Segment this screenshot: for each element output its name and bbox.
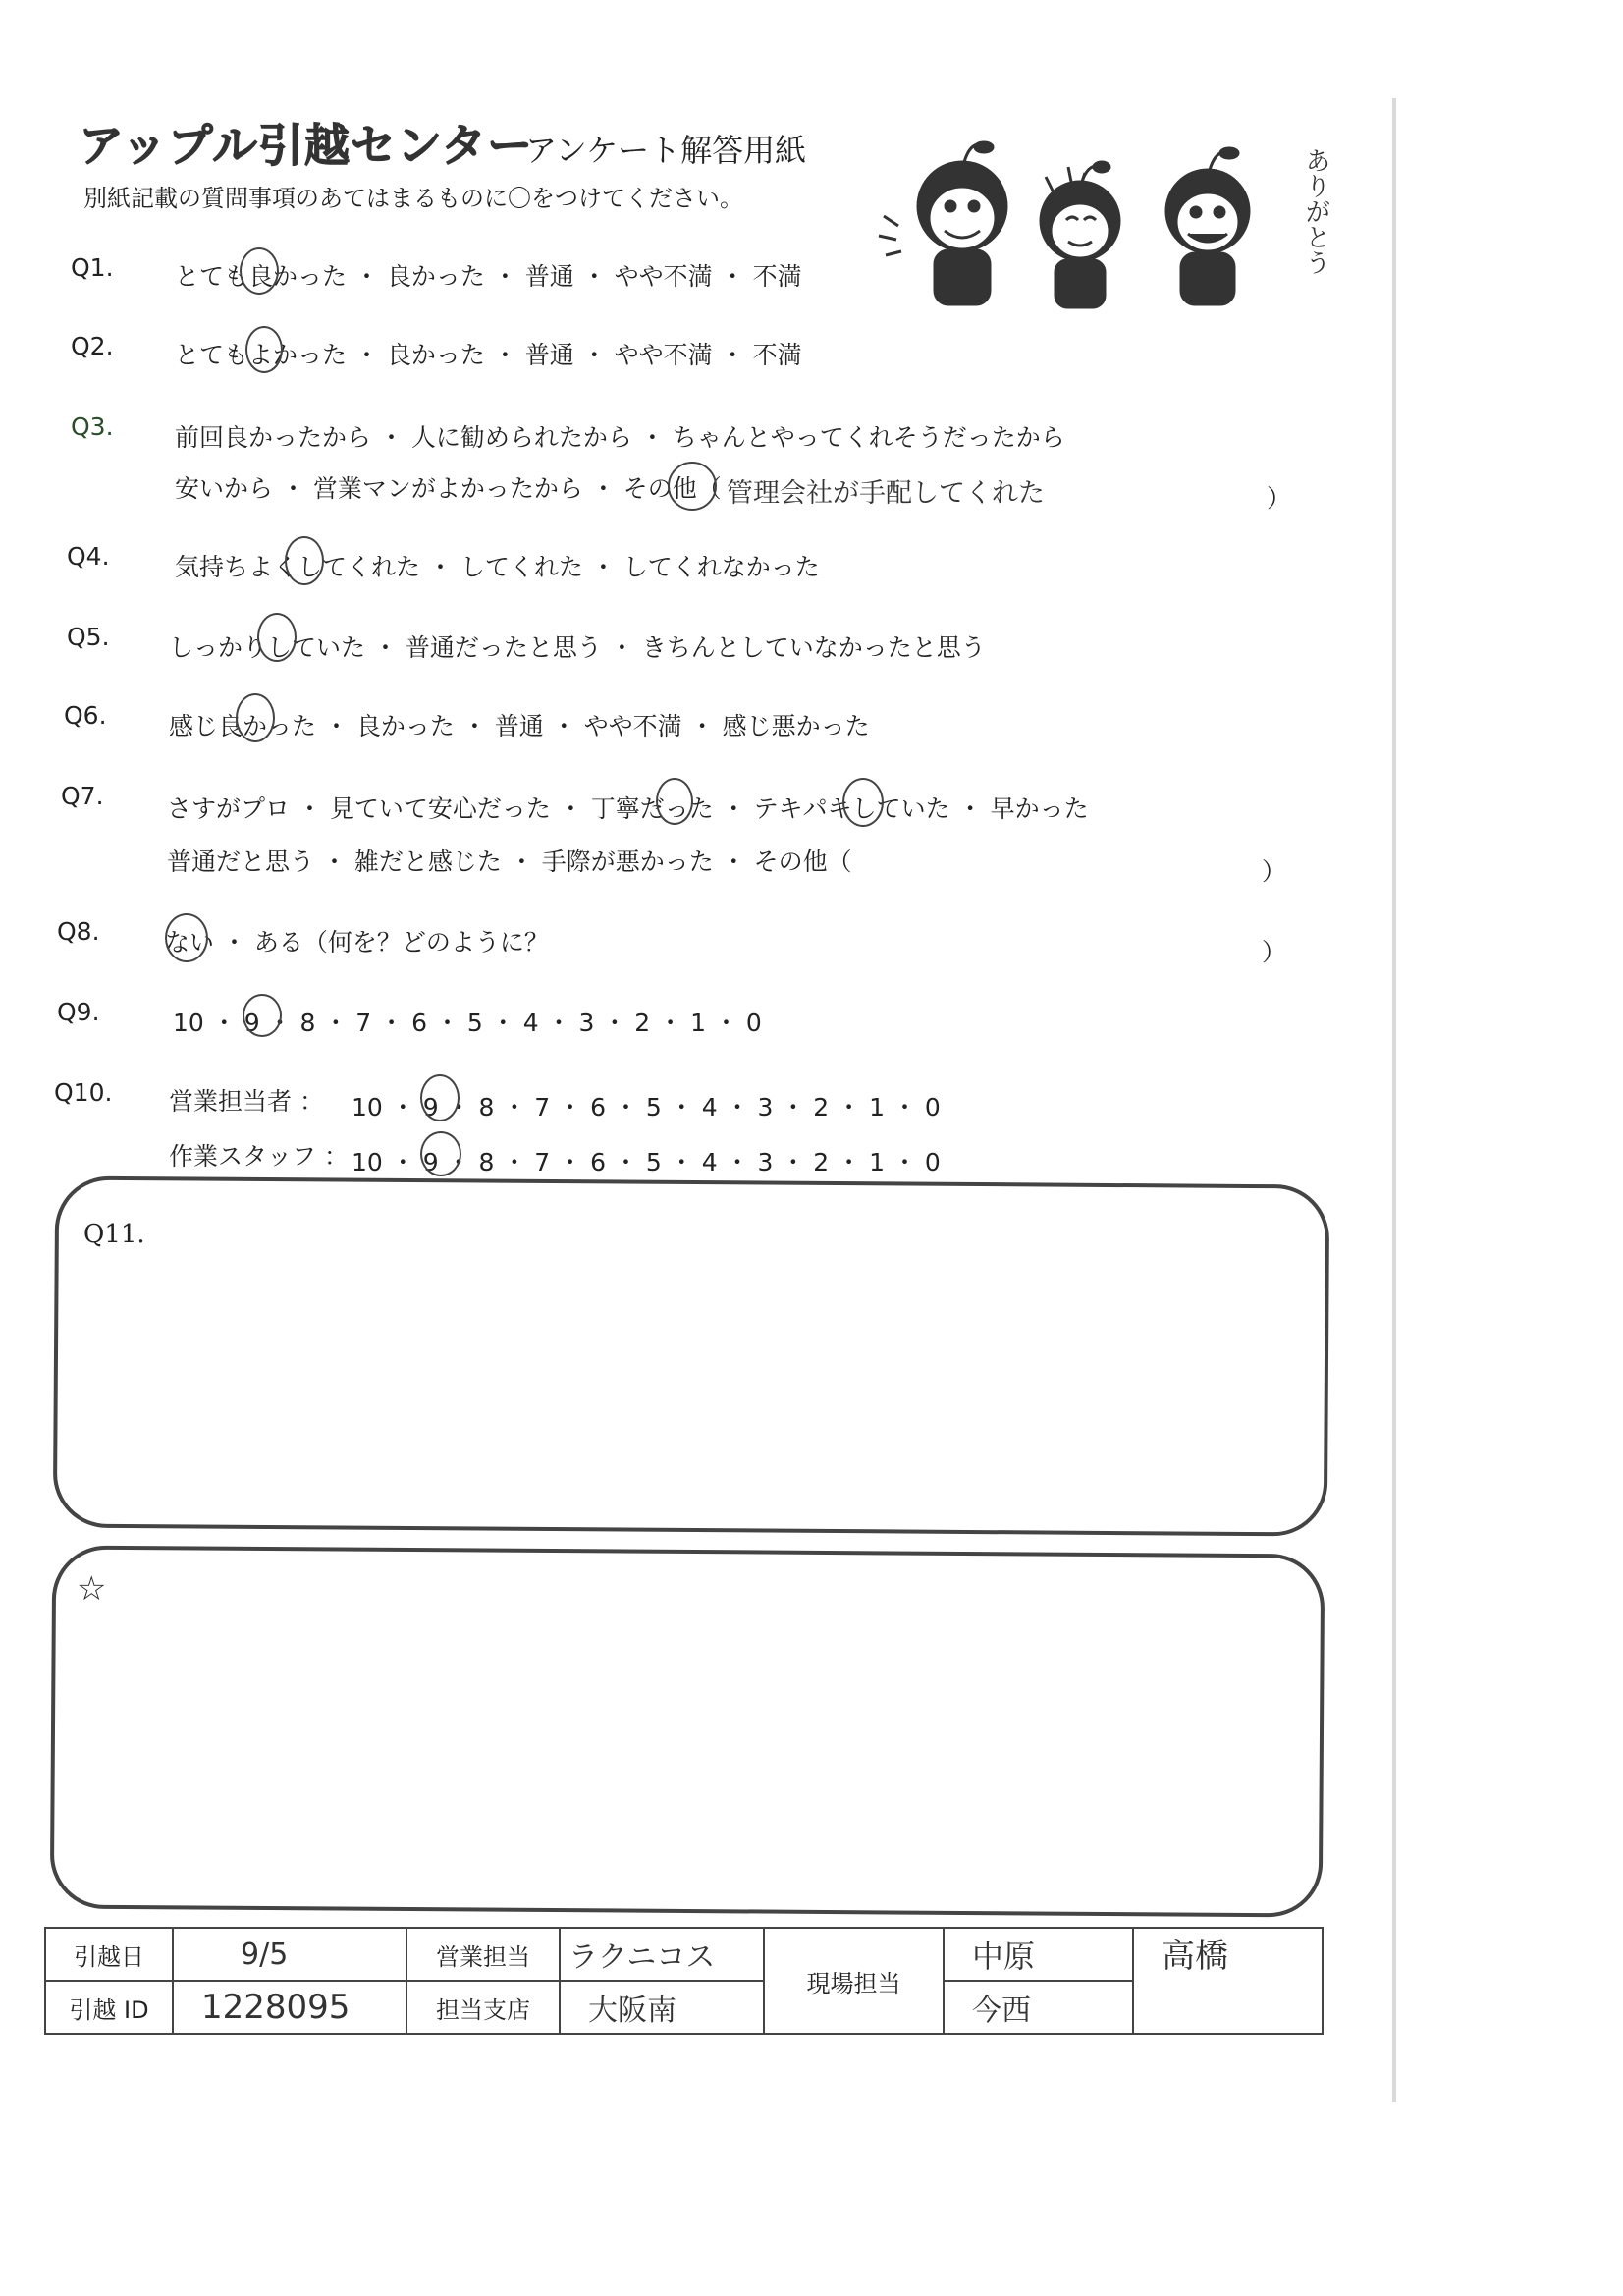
q10-staff-options: 10 ・ 9 ・ 8 ・ 7 ・ 6 ・ 5 ・ 4 ・ 3 ・ 2 ・ 1 ・ 0 [352, 1148, 941, 1176]
q8-close-paren: ） [1262, 938, 1287, 966]
q8-number: Q8. [57, 917, 100, 946]
move-date-value: 9/5 [241, 1937, 289, 1972]
move-id-value: 1228095 [201, 1988, 351, 2027]
q9-number: Q9. [57, 998, 100, 1026]
site-staff-2: 今西 [972, 1994, 1031, 2028]
q11-label: Q11. [83, 1220, 145, 1249]
q4-number: Q4. [67, 542, 110, 571]
q3-selection-mark [668, 462, 717, 511]
site-staff-label: 現場担当 [764, 1928, 944, 2034]
star-icon: ☆ [77, 1569, 107, 1609]
q6-options: 感じ良かった ・ 良かった ・ 普通 ・ やや不満 ・ 感じ悪かった [169, 712, 870, 740]
q2-number: Q2. [71, 332, 114, 360]
monkey-icon-3 [1166, 148, 1249, 304]
q9-selection-mark [243, 994, 282, 1037]
q1-options: とても良かった ・ 良かった ・ 普通 ・ やや不満 ・ 不満 [175, 262, 802, 291]
q11-comment-box[interactable] [53, 1175, 1329, 1536]
q10-number: Q10. [54, 1078, 113, 1107]
q1-number: Q1. [71, 253, 114, 282]
q7-options-line2: 普通だと思う ・ 雑だと感じた ・ 手際が悪かった ・ その他（ [167, 847, 852, 876]
q7-selection-mark-1 [656, 778, 693, 825]
monkey-icon-1 [879, 142, 1006, 304]
q5-selection-mark [257, 613, 297, 662]
q10-sales-selection-mark [420, 1074, 460, 1121]
q10-sales-options: 10 ・ 9 ・ 8 ・ 7 ・ 6 ・ 5 ・ 4 ・ 3 ・ 2 ・ 1 ・ 0 [352, 1093, 941, 1121]
q4-selection-mark [285, 536, 324, 585]
q1-selection-mark [240, 247, 279, 295]
q3-options-line2: 安いから ・ 営業マンがよかったから ・ その他（ [175, 474, 722, 503]
q2-options: とてもよかった ・ 良かった ・ 普通 ・ やや不満 ・ 不満 [175, 341, 802, 369]
q5-number: Q5. [67, 623, 110, 651]
q7-options-line1: さすがプロ ・ 見ていて安心だった ・ 丁寧だった ・ テキパキしていた ・ 早かった [167, 794, 1089, 823]
branch-label: 担当支店 [406, 1981, 560, 2034]
q10-sales-label: 営業担当者 ： [169, 1087, 324, 1116]
q7-close-paren: ） [1262, 857, 1287, 886]
site-staff-3: 高橋 [1162, 1937, 1228, 1976]
q3-handwritten-answer: 管理会社が手配してくれた [727, 478, 1045, 509]
branch-value: 大阪南 [588, 1994, 676, 2028]
q6-number: Q6. [64, 701, 107, 730]
mascot-illustration [874, 137, 1325, 314]
move-date-label: 引越日 [45, 1928, 173, 1981]
brand-title: アップル引越センター [79, 119, 534, 172]
instruction-text: 別紙記載の質問事項のあてはまるものに〇をつけてください。 [83, 185, 743, 212]
q10-staff-label: 作業スタッフ ： [169, 1142, 349, 1171]
q6-selection-mark [236, 693, 275, 742]
move-id-label: 引越 ID [45, 1981, 173, 2034]
move-info-table [44, 1927, 1324, 2035]
star-comment-box[interactable] [50, 1545, 1325, 1917]
q3-close-paren: ） [1267, 484, 1292, 513]
q5-options: しっかりしていた ・ 普通だったと思う ・ きちんとしていなかったと思う [169, 633, 986, 662]
mascot-thanks-text: ありがとう [1301, 147, 1330, 275]
site-staff-1: 中原 [972, 1938, 1036, 1975]
q8-selection-mark [165, 913, 208, 962]
sales-rep-label: 営業担当 [406, 1928, 560, 1981]
q10-staff-selection-mark [420, 1131, 461, 1176]
sheet-edge [1392, 98, 1396, 2102]
q2-selection-mark [245, 326, 283, 373]
q3-number: Q3. [71, 412, 114, 441]
q9-options: 10 ・ 9 ・ 8 ・ 7 ・ 6 ・ 5 ・ 4 ・ 3 ・ 2 ・ 1 ・ 0 [173, 1009, 762, 1037]
sales-rep-value: ラクニコス [568, 1941, 716, 1975]
monkey-icon-2 [1041, 162, 1119, 307]
q3-options-line1: 前回良かったから ・ 人に勧められたから ・ ちゃんとやってくれそうだったから [175, 423, 1065, 452]
q4-options: 気持ちよくしてくれた ・ してくれた ・ してくれなかった [175, 553, 820, 581]
q7-selection-mark-2 [842, 778, 884, 827]
q8-options: ない ・ ある（何を？どのように？ [165, 928, 549, 957]
q7-number: Q7. [61, 782, 104, 810]
form-title: アンケート解答用紙 [525, 132, 807, 169]
